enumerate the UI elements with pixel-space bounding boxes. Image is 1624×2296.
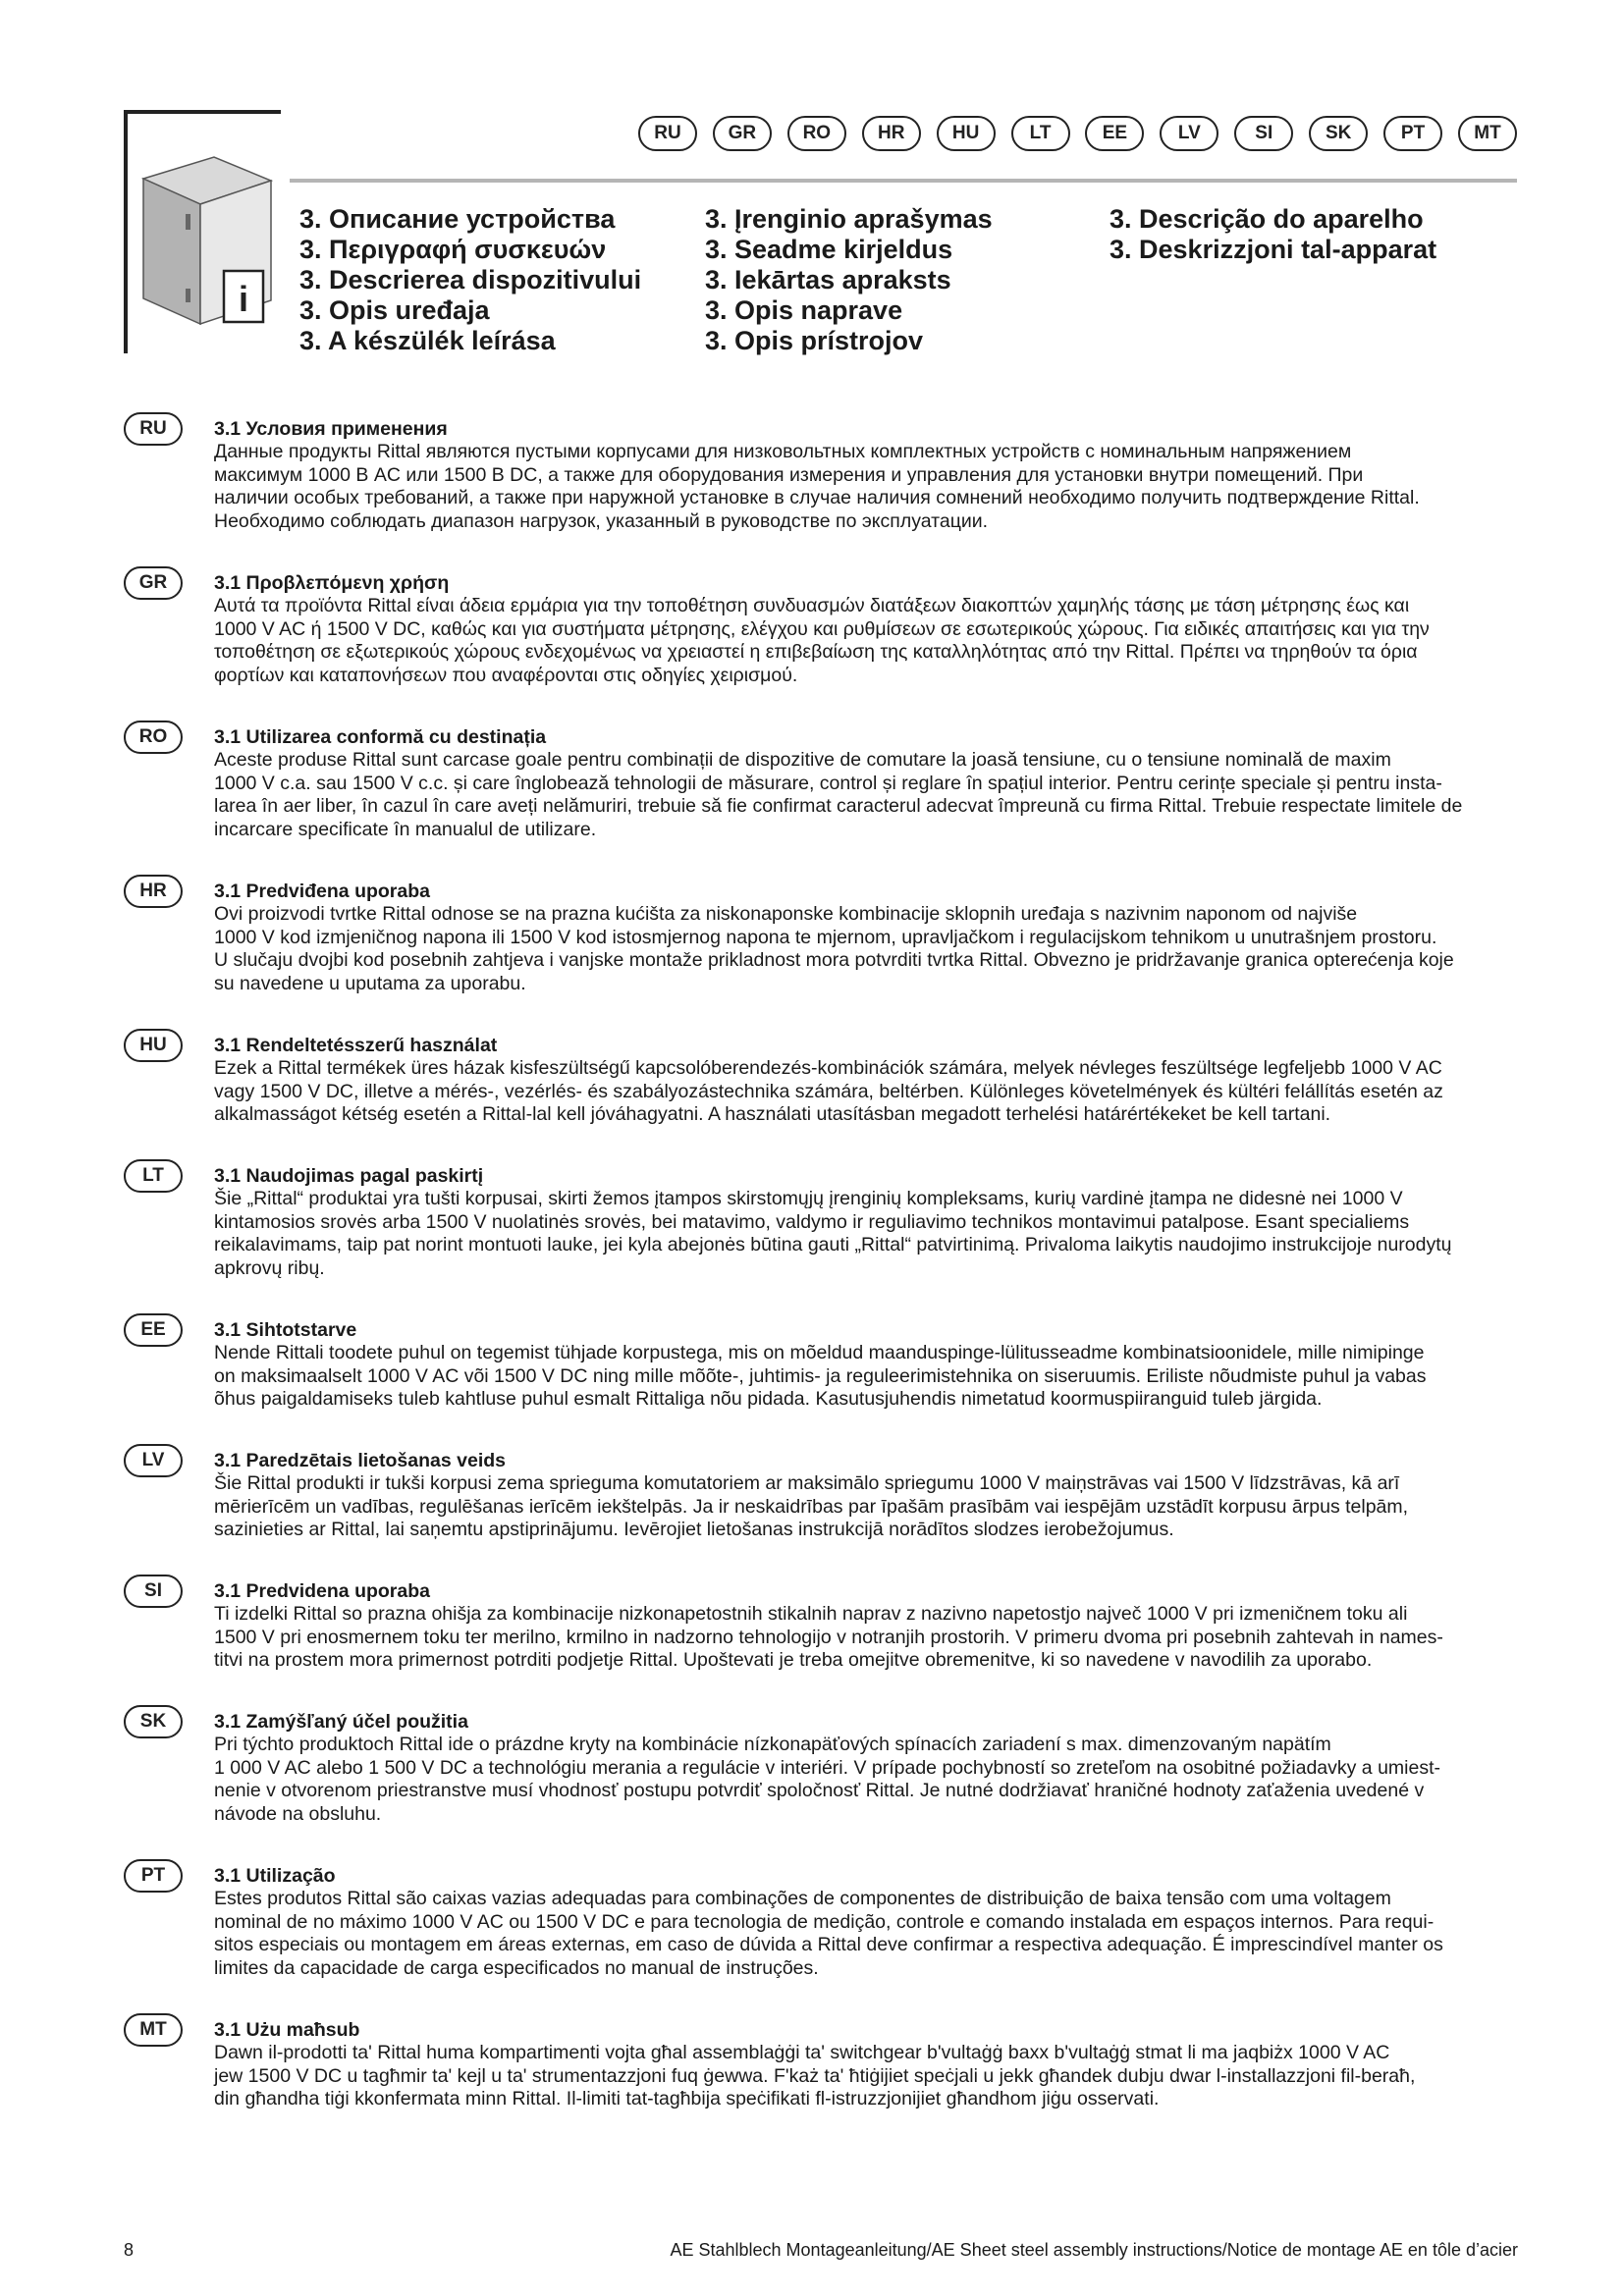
- title-column-2: [705, 204, 993, 356]
- text-line: U slučaju dvojbi kod posebnih zahtjeva i vanjske montaže prikladnost mora potvrditi tvrtka Rittal. Obvezno je pridržavanje granica opterećenja koje: [214, 949, 1454, 971]
- info-letter-icon: i: [238, 279, 249, 319]
- text-line: on maksimaalselt 1000 V AC või 1500 V DC ning mille mõõte-, juhtimis- ja reguleerimistehnika on siseruumis. Eriliste nõudmiste puhul ja vabas: [214, 1364, 1427, 1387]
- text-line: Šie Rittal produkti ir tukši korpusi zema sprieguma komutatoriem ar maksimālo spriegumu 1000 V maiņstrāvas vai 1500 V līdzstrāvas, kā arī: [214, 1472, 1400, 1494]
- section-title: 3.1 Sihtotstarve: [214, 1319, 357, 1341]
- text-line: apkrovų ribų.: [214, 1256, 325, 1279]
- text-line: jew 1500 V DC u tagħmir ta' kejl u ta' strumentazzjoni fuq ġewwa. F'każ ta' ħtiġijiet speċjali u jekk għandek dubju dwar l-installazzjoni fil-beraħ,: [214, 2064, 1416, 2087]
- section-text: [214, 1603, 1520, 1673]
- text-line: Αυτά τα προϊόντα Rittal είναι άδεια ερμάρια για την τοποθέτηση συνδυασμών διατάξεων διακοπτών χαμηλής τάσης με τάση μέτρησης έως και: [214, 595, 1410, 616]
- text-line: sazinieties ar Rittal, lai saņemtu apstiprinājumu. Ievērojiet lietošanas instrukcijā norādītos slodzes ierobežojumus.: [214, 1519, 1174, 1540]
- section-badge: LV: [124, 1444, 183, 1477]
- language-badge-lv: LV: [1160, 116, 1218, 151]
- language-badge-lt: LT: [1011, 116, 1070, 151]
- section-title: 3.1 Utilizarea conformă cu destinația: [214, 726, 547, 748]
- language-badge-hu: HU: [937, 116, 996, 151]
- title-ee: 3. Seadme kirjeldus: [705, 235, 953, 264]
- language-badge-ro: RO: [787, 116, 846, 151]
- text-line: larea în aer liber, în cazul în care aveți nelămuriri, trebuie să fie confirmat caracterul adecvat împreună cu firma Rittal. Trebuie respectate limitele de: [214, 795, 1463, 817]
- section-text: [214, 441, 1520, 533]
- title-mt: 3. Deskrizzjoni tal-apparat: [1110, 235, 1437, 264]
- section-title: 3.1 Utilização: [214, 1865, 336, 1887]
- section-badge: EE: [124, 1313, 183, 1347]
- section-title: 3.1 Paredzētais lietošanas veids: [214, 1450, 506, 1471]
- section-badge: RO: [124, 721, 183, 754]
- section-badge: HR: [124, 875, 183, 908]
- section-title: 3.1 Προβλεπόμενη χρήση: [214, 572, 450, 594]
- text-line: 1000 V kod izmjeničnog napona ili 1500 V kod istosmjernog napona te mjernom, upravljačkom i regulacijskom tehnikom u unutrašnjem prostoru.: [214, 926, 1437, 948]
- section-text: [214, 1342, 1520, 1412]
- language-badge-ee: EE: [1085, 116, 1144, 151]
- text-line: õhus paigaldamiseks tuleb kahtluse puhul esmalt Rittaliga nõu pidada. Kasutusjuhendis nimetatud koormuspiiranguid tuleb järgida.: [214, 1388, 1323, 1410]
- section-text: [214, 1888, 1520, 1980]
- text-line: 1500 V pri enosmernem toku ter merilno, krmilno in nadzorno tehnologijo v notranjih prostorih. V primeru dvoma pri posebnih zahtevah in names-: [214, 1626, 1443, 1648]
- title-sk: 3. Opis prístrojov: [705, 326, 924, 355]
- title-column-3: [1110, 204, 1436, 265]
- section-text: [214, 2042, 1520, 2111]
- text-line: titvi na prostem mora primernost potrditi podjetje Rittal. Upoštevati je treba omejitve obremenitve, ki so navedene v navodilih za uporabo.: [214, 1649, 1373, 1671]
- text-line: návode na obsluhu.: [214, 1802, 382, 1825]
- language-badge-hr: HR: [862, 116, 921, 151]
- title-column-1: [299, 204, 641, 356]
- title-si: 3. Opis naprave: [705, 295, 903, 325]
- section-text: [214, 749, 1520, 841]
- section-badge: SK: [124, 1705, 183, 1738]
- text-line: kintamosios srovės arba 1500 V nuolatinės srovės, bei matavimo, valdymo ir reguliavimo technikos montavimui patalpose. Esant specialiems: [214, 1210, 1410, 1233]
- text-line: din għandha tiġi kkonfermata minn Rittal. Il-limiti tat-tagħbija speċifikati fl-istruzzjonijiet għandhom jiġu osservati.: [214, 2088, 1160, 2109]
- text-line: Ovi proizvodi tvrtke Rittal odnose se na prazna kućišta za niskonaponske kombinacije sklopnih uređaja s nazivnim naponom od najviše: [214, 903, 1358, 925]
- title-pt: 3. Descrição do aparelho: [1110, 204, 1424, 234]
- section-badge: LT: [124, 1159, 183, 1193]
- language-badge-gr: GR: [713, 116, 772, 151]
- text-line: su navedene u uputama za uporabu.: [214, 972, 526, 994]
- text-line: наличии особых требований, а также при наружной установке в случае наличия сомнений необходимо получить подтверждение Rittal.: [214, 487, 1420, 508]
- enclosure-info-icon: [124, 110, 281, 355]
- section-badge: MT: [124, 2013, 183, 2047]
- header-divider: [290, 179, 1517, 183]
- section-title: 3.1 Rendeltetésszerű használat: [214, 1035, 498, 1056]
- section-text: [214, 1057, 1520, 1127]
- page-number: 8: [124, 2240, 135, 2260]
- text-line: τοποθέτηση σε εξωτερικούς χώρους ενδεχομένως να χρειαστεί η επιβεβαίωση της καταλληλότητας από την Rittal. Πρέπει να τηρηθούν τα όρια: [214, 641, 1418, 663]
- text-line: Aceste produse Rittal sunt carcase goale pentru combinații de dispozitive de comutare la joasă tensiune, cu o tensiune nominală de maxim: [214, 749, 1391, 771]
- text-line: 1000 V AC ή 1500 V DC, καθώς και για συστήματα μέτρησης, ελέγχου και ρυθμίσεων σε εσωτερικούς χώρους. Για ειδικές απαιτήσεις και για την: [214, 617, 1430, 640]
- text-line: nominal de no máximo 1000 V AC ou 1500 V DC e para tecnologia de medição, controle e comando instalada em espaços internos. Para requi-: [214, 1910, 1435, 1933]
- text-line: alkalmasságot kétség esetén a Rittal-lal kell jóváhagyatni. A használati utasításban megadott terhelési határértékeket be kell tartani.: [214, 1103, 1331, 1125]
- section-title: 3.1 Predvidena uporaba: [214, 1580, 430, 1602]
- text-line: Estes produtos Rittal são caixas vazias adequadas para combinações de componentes de distribuição de baixa tensão com uma voltagem: [214, 1888, 1391, 1909]
- section-badge: PT: [124, 1859, 183, 1893]
- text-line: sitos especiais ou montagem em áreas externas, em caso de dúvida a Rittal deve confirmar a respectiva adequação. É imprescindível manter os: [214, 1934, 1443, 1955]
- text-line: φορτίων και καταπονήσεων που αναφέρονται στις οδηγίες χειρισμού.: [214, 664, 798, 686]
- section-text: [214, 1734, 1520, 1826]
- section-title: 3.1 Zamýšľaný účel použitia: [214, 1711, 468, 1733]
- title-gr: 3. Περιγραφή συσκευών: [299, 235, 607, 264]
- language-badge-si: SI: [1234, 116, 1293, 151]
- text-line: reikalavimams, taip pat norint montuoti lauke, jei kyla abejonės būtina gauti „Rittal“ patvirtinimą. Privaloma laikytis naudojimo instrukcijoje nurodytų: [214, 1234, 1452, 1255]
- section-title: 3.1 Użu maħsub: [214, 2019, 360, 2041]
- text-line: Šie „Rittal“ produktai yra tušti korpusai, skirti žemos įtampos skirstomųjų įrenginių kompleksams, kurių vardinė įtampa ne didesnė nei 1000 V: [214, 1188, 1403, 1209]
- section-text: [214, 1188, 1520, 1280]
- section-badge: HU: [124, 1029, 183, 1062]
- text-line: mērierīcēm un vadības, regulēšanas ierīcēm iekštelpās. Ja ir neskaidrības par īpašām prasībām vai iespējām uzstādīt korpusu ārpus telpām,: [214, 1495, 1409, 1518]
- section-badge: RU: [124, 412, 183, 446]
- section-badge: SI: [124, 1575, 183, 1608]
- section-text: [214, 595, 1520, 687]
- text-line: incarcare specificate în manualul de utilizare.: [214, 818, 597, 840]
- text-line: 1000 V c.a. sau 1500 V c.c. și care înglobează tehnologii de măsurare, control și reglare în spațiul interior. Pentru cerințe speciale și pentru insta-: [214, 772, 1442, 794]
- text-line: limites da capacidade de carga especificados no manual de instruções.: [214, 1956, 819, 1979]
- text-line: Ezek a Rittal termékek üres házak kisfeszültségű kapcsolóberendezés-kombinációk számára, melyek névleges feszültsége legfeljebb 1000 V AC: [214, 1057, 1442, 1079]
- language-badge-mt: MT: [1458, 116, 1517, 151]
- section-text: [214, 903, 1520, 995]
- text-line: Данные продукты Rittal являются пустыми корпусами для низковольтных комплектных устройств с номинальным напряжением: [214, 441, 1352, 462]
- section-title: 3.1 Predviđena uporaba: [214, 881, 430, 902]
- section-title: 3.1 Условия применения: [214, 418, 448, 440]
- text-line: vagy 1500 V DC, illetve a mérés-, vezérlés- és szabályozástechnika számára, beltérben. Különleges követelmények és kültéri felállítás esetén az: [214, 1080, 1443, 1102]
- language-badge-pt: PT: [1383, 116, 1442, 151]
- section-title: 3.1 Naudojimas pagal paskirtį: [214, 1165, 484, 1187]
- text-line: Необходимо соблюдать диапазон нагрузок, указанный в руководстве по эксплуатации.: [214, 509, 989, 532]
- title-ro: 3. Descrierea dispozitivului: [299, 265, 642, 294]
- title-hu: 3. A készülék leírása: [299, 326, 556, 355]
- text-line: Pri týchto produktoch Rittal ide o prázdne kryty na kombinácie nízkonapäťových spínacích zariadení s max. dimenzovaným napätím: [214, 1734, 1331, 1755]
- title-lv: 3. Iekārtas apraksts: [705, 265, 951, 294]
- title-hr: 3. Opis uređaja: [299, 295, 490, 325]
- language-badge-ru: RU: [638, 116, 697, 151]
- section-text: [214, 1472, 1520, 1542]
- language-badge-row: [638, 116, 1517, 151]
- language-badge-sk: SK: [1309, 116, 1368, 151]
- text-line: nenie v otvorenom priestranstve musí vhodnosť postupu potvrdiť spoločnosť Rittal. Je nutné dodržiavať hraničné hodnoty zaťaženia uvedené v: [214, 1780, 1425, 1801]
- text-line: 1 000 V AC alebo 1 500 V DC a technológiu merania a regulácie v interiéri. V prípade pochybností so zreteľom na osobitné požiadavky a umiest-: [214, 1756, 1440, 1779]
- text-line: Dawn il-prodotti ta' Rittal huma kompartimenti vojta għal assemblaġġi ta' switchgear b'vultaġġ baxx b'vultaġġ stmat li ma jaqbiżx 1000 V AC: [214, 2042, 1390, 2063]
- text-line: максимум 1000 В AC или 1500 В DC, а также для оборудования измерения и управления для установки внутри помещений. При: [214, 463, 1364, 486]
- text-line: Nende Rittali toodete puhul on tegemist tühjade korpustega, mis on mõeldud maanduspinge-lülitusseadme kombinatsioonidele, mille nimipinge: [214, 1342, 1425, 1363]
- text-line: Ti izdelki Rittal so prazna ohišja za kombinacije nizkonapetostnih stikalnih naprav z nazivno napetostjo največ 1000 V pri izmeničnem toku ali: [214, 1603, 1408, 1625]
- title-lt: 3. Įrenginio aprašymas: [705, 204, 993, 234]
- footer-text: AE Stahlblech Montageanleitung/AE Sheet steel assembly instructions/Notice de montage AE en tôle d’acier: [670, 2240, 1518, 2260]
- title-ru: 3. Описание устройства: [299, 204, 616, 234]
- section-badge: GR: [124, 566, 183, 600]
